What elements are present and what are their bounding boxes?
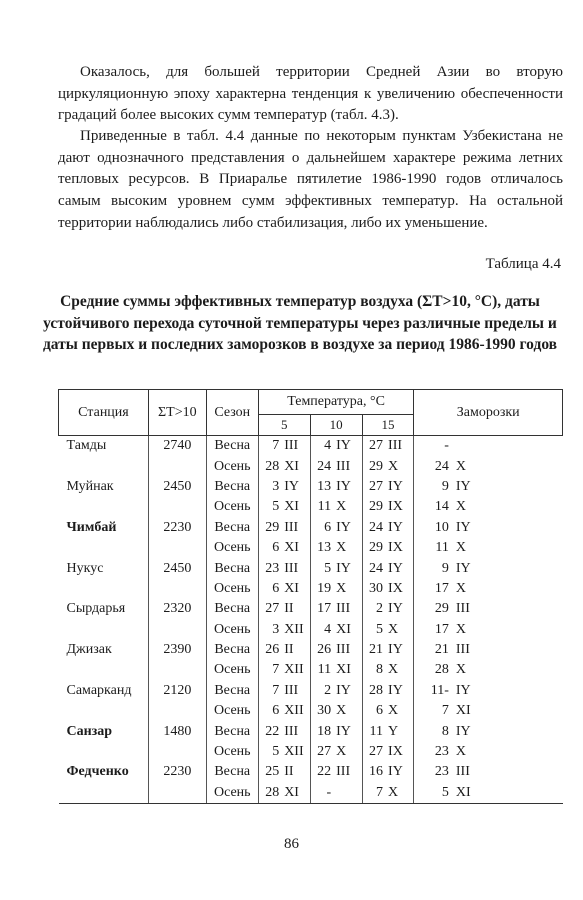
date-day-10: 11	[317, 662, 332, 678]
date-month-10: IY	[332, 681, 362, 701]
date-day-5: 7	[272, 662, 280, 678]
date-day-10: 11	[317, 499, 332, 515]
season-cell: Весна	[206, 518, 258, 538]
sum-cell: 2320	[148, 599, 206, 619]
frost-month: X	[455, 621, 467, 637]
date-month-5: III	[280, 558, 310, 578]
date-day-5: 6	[272, 703, 280, 719]
frost-day: 23	[434, 764, 449, 780]
season-cell: Весна	[206, 436, 258, 457]
date-day-15: 7	[362, 783, 384, 804]
date-month-10: III	[332, 762, 362, 782]
date-day-5: 5	[272, 744, 280, 760]
table-number: Таблица 4.4	[485, 256, 561, 272]
date-day-15: 24	[369, 560, 384, 576]
season-cell: Весна	[206, 558, 258, 578]
table-row	[59, 681, 563, 701]
frost-day: 10	[434, 519, 449, 535]
table-row	[59, 579, 563, 599]
sum-cell	[148, 497, 206, 517]
date-month-5: III	[280, 436, 310, 457]
date-day-5: 3	[272, 621, 280, 637]
date-day-15: 29	[369, 499, 384, 515]
season-cell: Осень	[206, 783, 258, 804]
date-month-10: XI	[332, 620, 362, 640]
station-cell	[59, 497, 149, 517]
season-cell: Осень	[206, 701, 258, 721]
date-month-5: XII	[280, 742, 310, 762]
header-threshold-10: 10	[310, 415, 362, 436]
date-month-15: X	[384, 701, 414, 721]
date-month-15: IY	[384, 558, 414, 578]
season-cell: Осень	[206, 497, 258, 517]
date-day-10: 4	[324, 621, 332, 637]
frost-month: X	[455, 744, 467, 760]
season-cell: Весна	[206, 640, 258, 660]
date-day-5: 7	[272, 438, 280, 454]
table-body	[59, 436, 563, 804]
date-day-10: 24	[317, 458, 332, 474]
frost-month: X	[455, 540, 467, 556]
frost-month: IY	[455, 723, 471, 739]
station-cell	[59, 742, 149, 762]
season-cell: Осень	[206, 538, 258, 558]
sum-cell	[148, 660, 206, 680]
table-row	[59, 456, 563, 476]
frost-month: XI	[455, 703, 471, 719]
date-month-10: III	[332, 599, 362, 619]
sum-cell: 2120	[148, 681, 206, 701]
date-month-10: IY	[332, 477, 362, 497]
frost-day: 17	[434, 580, 449, 596]
date-month-10: X	[332, 538, 362, 558]
date-day-5: 29	[265, 519, 280, 535]
date-month-5: III	[280, 681, 310, 701]
frost-month: X	[455, 662, 467, 678]
date-month-5: XI	[280, 456, 310, 476]
station-cell	[59, 620, 149, 640]
date-day-15: 2	[376, 601, 384, 617]
sum-cell	[148, 783, 206, 804]
station-cell	[59, 456, 149, 476]
date-day-15: 24	[369, 519, 384, 535]
table-row	[59, 436, 563, 457]
date-day-15: 28	[369, 682, 384, 698]
paragraph-2: Приведенные в табл. 4.4 данные по некоторым пунктам Узбекистана не дают однозначного представления о дальнейшем характере режима летних тепловых ресурсов. В Приаралье пятилетие 1986-1990 годов отличалось самым высоким уровнем сумм эффективных температур. На остальной территории наблюдались либо стабилизация, либо их уменьшение.	[58, 128, 563, 231]
frost-month: IY	[455, 519, 471, 535]
date-day-5: 22	[265, 723, 280, 739]
date-month-10: X	[332, 579, 362, 599]
season-cell: Осень	[206, 742, 258, 762]
date-day-5: 25	[265, 764, 280, 780]
date-month-10: X	[332, 701, 362, 721]
sum-cell	[148, 579, 206, 599]
date-day-10: 30	[317, 703, 332, 719]
table-row	[59, 721, 563, 741]
table-row	[59, 477, 563, 497]
date-month-5: II	[280, 640, 310, 660]
date-day-5: 26	[265, 642, 280, 658]
sum-cell	[148, 742, 206, 762]
header-threshold-15: 15	[362, 415, 414, 436]
header-temperature: Температура, °С	[258, 390, 414, 415]
date-month-5: II	[280, 599, 310, 619]
date-month-15: IY	[384, 681, 414, 701]
date-day-5: 28	[258, 783, 280, 804]
frost-day: 7	[441, 703, 449, 719]
date-month-15: Y	[384, 721, 414, 741]
season-cell: Осень	[206, 660, 258, 680]
date-month-5: XI	[280, 538, 310, 558]
date-day-15: 8	[376, 662, 384, 678]
date-day-15: 6	[376, 703, 384, 719]
station-cell	[59, 660, 149, 680]
station-cell	[59, 579, 149, 599]
sum-cell: 2450	[148, 477, 206, 497]
date-month-15: X	[384, 620, 414, 640]
date-month-5: XII	[280, 660, 310, 680]
frost-month: X	[455, 499, 467, 515]
date-day-10: 26	[317, 642, 332, 658]
station-cell: Санзар	[59, 721, 149, 741]
date-day-5: 3	[272, 478, 280, 494]
season-cell: Осень	[206, 579, 258, 599]
frost-day: 24	[434, 458, 449, 474]
season-cell: Осень	[206, 456, 258, 476]
date-day-10: 13	[317, 478, 332, 494]
date-day-15: 27	[369, 478, 384, 494]
sum-cell	[148, 620, 206, 640]
table-row	[59, 762, 563, 782]
table-row	[59, 620, 563, 640]
date-month-15: X	[384, 660, 414, 680]
date-month-15: IX	[384, 742, 414, 762]
frost-day: 5	[414, 783, 452, 804]
table-row	[59, 640, 563, 660]
date-day-10: 13	[317, 540, 332, 556]
frost-day: 11-	[430, 682, 449, 698]
header-frost: Заморозки	[414, 390, 563, 436]
date-month-10	[332, 783, 362, 804]
date-day-15: 21	[369, 642, 384, 658]
date-month-15: IY	[384, 518, 414, 538]
season-cell: Весна	[206, 762, 258, 782]
frost-day: 11	[435, 540, 449, 556]
frost-day: 23	[434, 744, 449, 760]
date-day-5: 23	[265, 560, 280, 576]
frost-month: X	[455, 458, 467, 474]
table-row	[59, 538, 563, 558]
date-day-10: 17	[317, 601, 332, 617]
date-month-15: IY	[384, 477, 414, 497]
frost-month: IY	[455, 682, 471, 698]
date-month-15: IX	[384, 579, 414, 599]
header-threshold-5: 5	[258, 415, 310, 436]
sum-cell	[148, 701, 206, 721]
frost-month: XI	[452, 783, 563, 804]
frost-month: III	[455, 642, 470, 658]
date-day-10: 22	[317, 764, 332, 780]
sum-cell: 2740	[148, 436, 206, 457]
station-cell: Чимбай	[59, 518, 149, 538]
date-month-10: IY	[332, 436, 362, 457]
date-day-15: 11	[369, 723, 384, 739]
date-month-10: X	[332, 497, 362, 517]
date-day-15: 27	[369, 744, 384, 760]
table-row	[59, 599, 563, 619]
table-title: Средние суммы эффективных температур воздуха (ΣT>10, °C), даты устойчивого перехода суточной температуры через различные пределы и даты первых и последних заморозков в воздухе за период 1986-1990 годов	[42, 293, 558, 353]
date-month-10: IY	[332, 721, 362, 741]
station-cell: Сырдарья	[59, 599, 149, 619]
date-month-15: IX	[384, 538, 414, 558]
date-day-15: 5	[376, 621, 384, 637]
date-day-10: 2	[324, 682, 332, 698]
date-month-5: XI	[280, 497, 310, 517]
station-cell: Тамды	[59, 436, 149, 457]
date-day-15: 29	[369, 540, 384, 556]
sum-cell: 2450	[148, 558, 206, 578]
data-table	[58, 389, 563, 804]
date-day-5: 6	[272, 540, 280, 556]
table-row	[59, 783, 563, 804]
sum-cell: 2390	[148, 640, 206, 660]
frost-day: 9	[441, 478, 449, 494]
date-day-10: 18	[317, 723, 332, 739]
date-month-5: XII	[280, 620, 310, 640]
frost-day: -	[444, 438, 449, 454]
frost-day: 29	[434, 601, 449, 617]
date-month-10: IY	[332, 558, 362, 578]
date-day-15: 29	[369, 458, 384, 474]
date-month-15: IY	[384, 762, 414, 782]
table-row	[59, 518, 563, 538]
date-day-15: 27	[369, 438, 384, 454]
frost-day: 21	[434, 642, 449, 658]
station-cell: Муйнак	[59, 477, 149, 497]
frost-month: IY	[455, 478, 471, 494]
season-cell: Весна	[206, 681, 258, 701]
table-row	[59, 660, 563, 680]
table-row	[59, 701, 563, 721]
station-cell	[59, 783, 149, 804]
date-month-10: XI	[332, 660, 362, 680]
date-month-10: III	[332, 640, 362, 660]
date-month-15: III	[384, 436, 414, 457]
station-cell: Федченко	[59, 762, 149, 782]
frost-day: 17	[434, 621, 449, 637]
station-cell	[59, 701, 149, 721]
frost-month: X	[455, 580, 467, 596]
page-number: 86	[284, 836, 299, 852]
date-day-5: 5	[272, 499, 280, 515]
sum-cell: 2230	[148, 518, 206, 538]
table-row	[59, 742, 563, 762]
date-month-5: XI	[280, 783, 310, 804]
frost-month	[452, 436, 563, 457]
date-month-5: II	[280, 762, 310, 782]
date-day-10: 5	[324, 560, 332, 576]
season-cell: Осень	[206, 620, 258, 640]
date-month-15: IX	[384, 497, 414, 517]
date-month-5: XII	[280, 701, 310, 721]
date-month-10: IY	[332, 518, 362, 538]
date-day-10: 19	[317, 580, 332, 596]
date-day-15: 30	[369, 580, 384, 596]
date-month-15: X	[384, 783, 414, 804]
frost-day: 14	[434, 499, 449, 515]
station-cell: Джизак	[59, 640, 149, 660]
header-sum: ΣT>10	[148, 390, 206, 436]
station-cell	[59, 538, 149, 558]
date-day-5: 7	[272, 682, 280, 698]
date-day-10: 4	[324, 438, 332, 454]
frost-day: 28	[434, 662, 449, 678]
station-cell: Нукус	[59, 558, 149, 578]
date-month-5: III	[280, 518, 310, 538]
date-day-15: 16	[369, 764, 384, 780]
date-day-10: -	[310, 783, 332, 804]
header-station: Станция	[59, 390, 149, 436]
paragraph-1: Оказалось, для большей территории Средней Азии во вторую циркуляционную эпоху характерна тенденция к увеличению обеспеченности градаций более высоких сумм температур (табл. 4.3).	[58, 64, 563, 124]
date-month-5: XI	[280, 579, 310, 599]
date-month-10: X	[332, 742, 362, 762]
date-day-5: 27	[265, 601, 280, 617]
sum-cell: 2230	[148, 762, 206, 782]
header-season: Сезон	[206, 390, 258, 436]
date-day-10: 6	[324, 519, 332, 535]
table-row	[59, 558, 563, 578]
sum-cell	[148, 538, 206, 558]
table-row	[59, 497, 563, 517]
sum-cell: 1480	[148, 721, 206, 741]
season-cell: Весна	[206, 721, 258, 741]
date-day-5: 6	[272, 580, 280, 596]
frost-day: 8	[441, 723, 449, 739]
frost-month: III	[455, 764, 470, 780]
date-month-15: IY	[384, 599, 414, 619]
season-cell: Весна	[206, 599, 258, 619]
station-cell: Самарканд	[59, 681, 149, 701]
date-month-5: IY	[280, 477, 310, 497]
date-month-5: III	[280, 721, 310, 741]
frost-month: IY	[455, 560, 471, 576]
date-day-5: 28	[265, 458, 280, 474]
date-month-15: IY	[384, 640, 414, 660]
frost-day: 9	[441, 560, 449, 576]
season-cell: Весна	[206, 477, 258, 497]
date-day-10: 27	[317, 744, 332, 760]
frost-month: III	[455, 601, 470, 617]
date-month-10: III	[332, 456, 362, 476]
sum-cell	[148, 456, 206, 476]
date-month-15: X	[384, 456, 414, 476]
